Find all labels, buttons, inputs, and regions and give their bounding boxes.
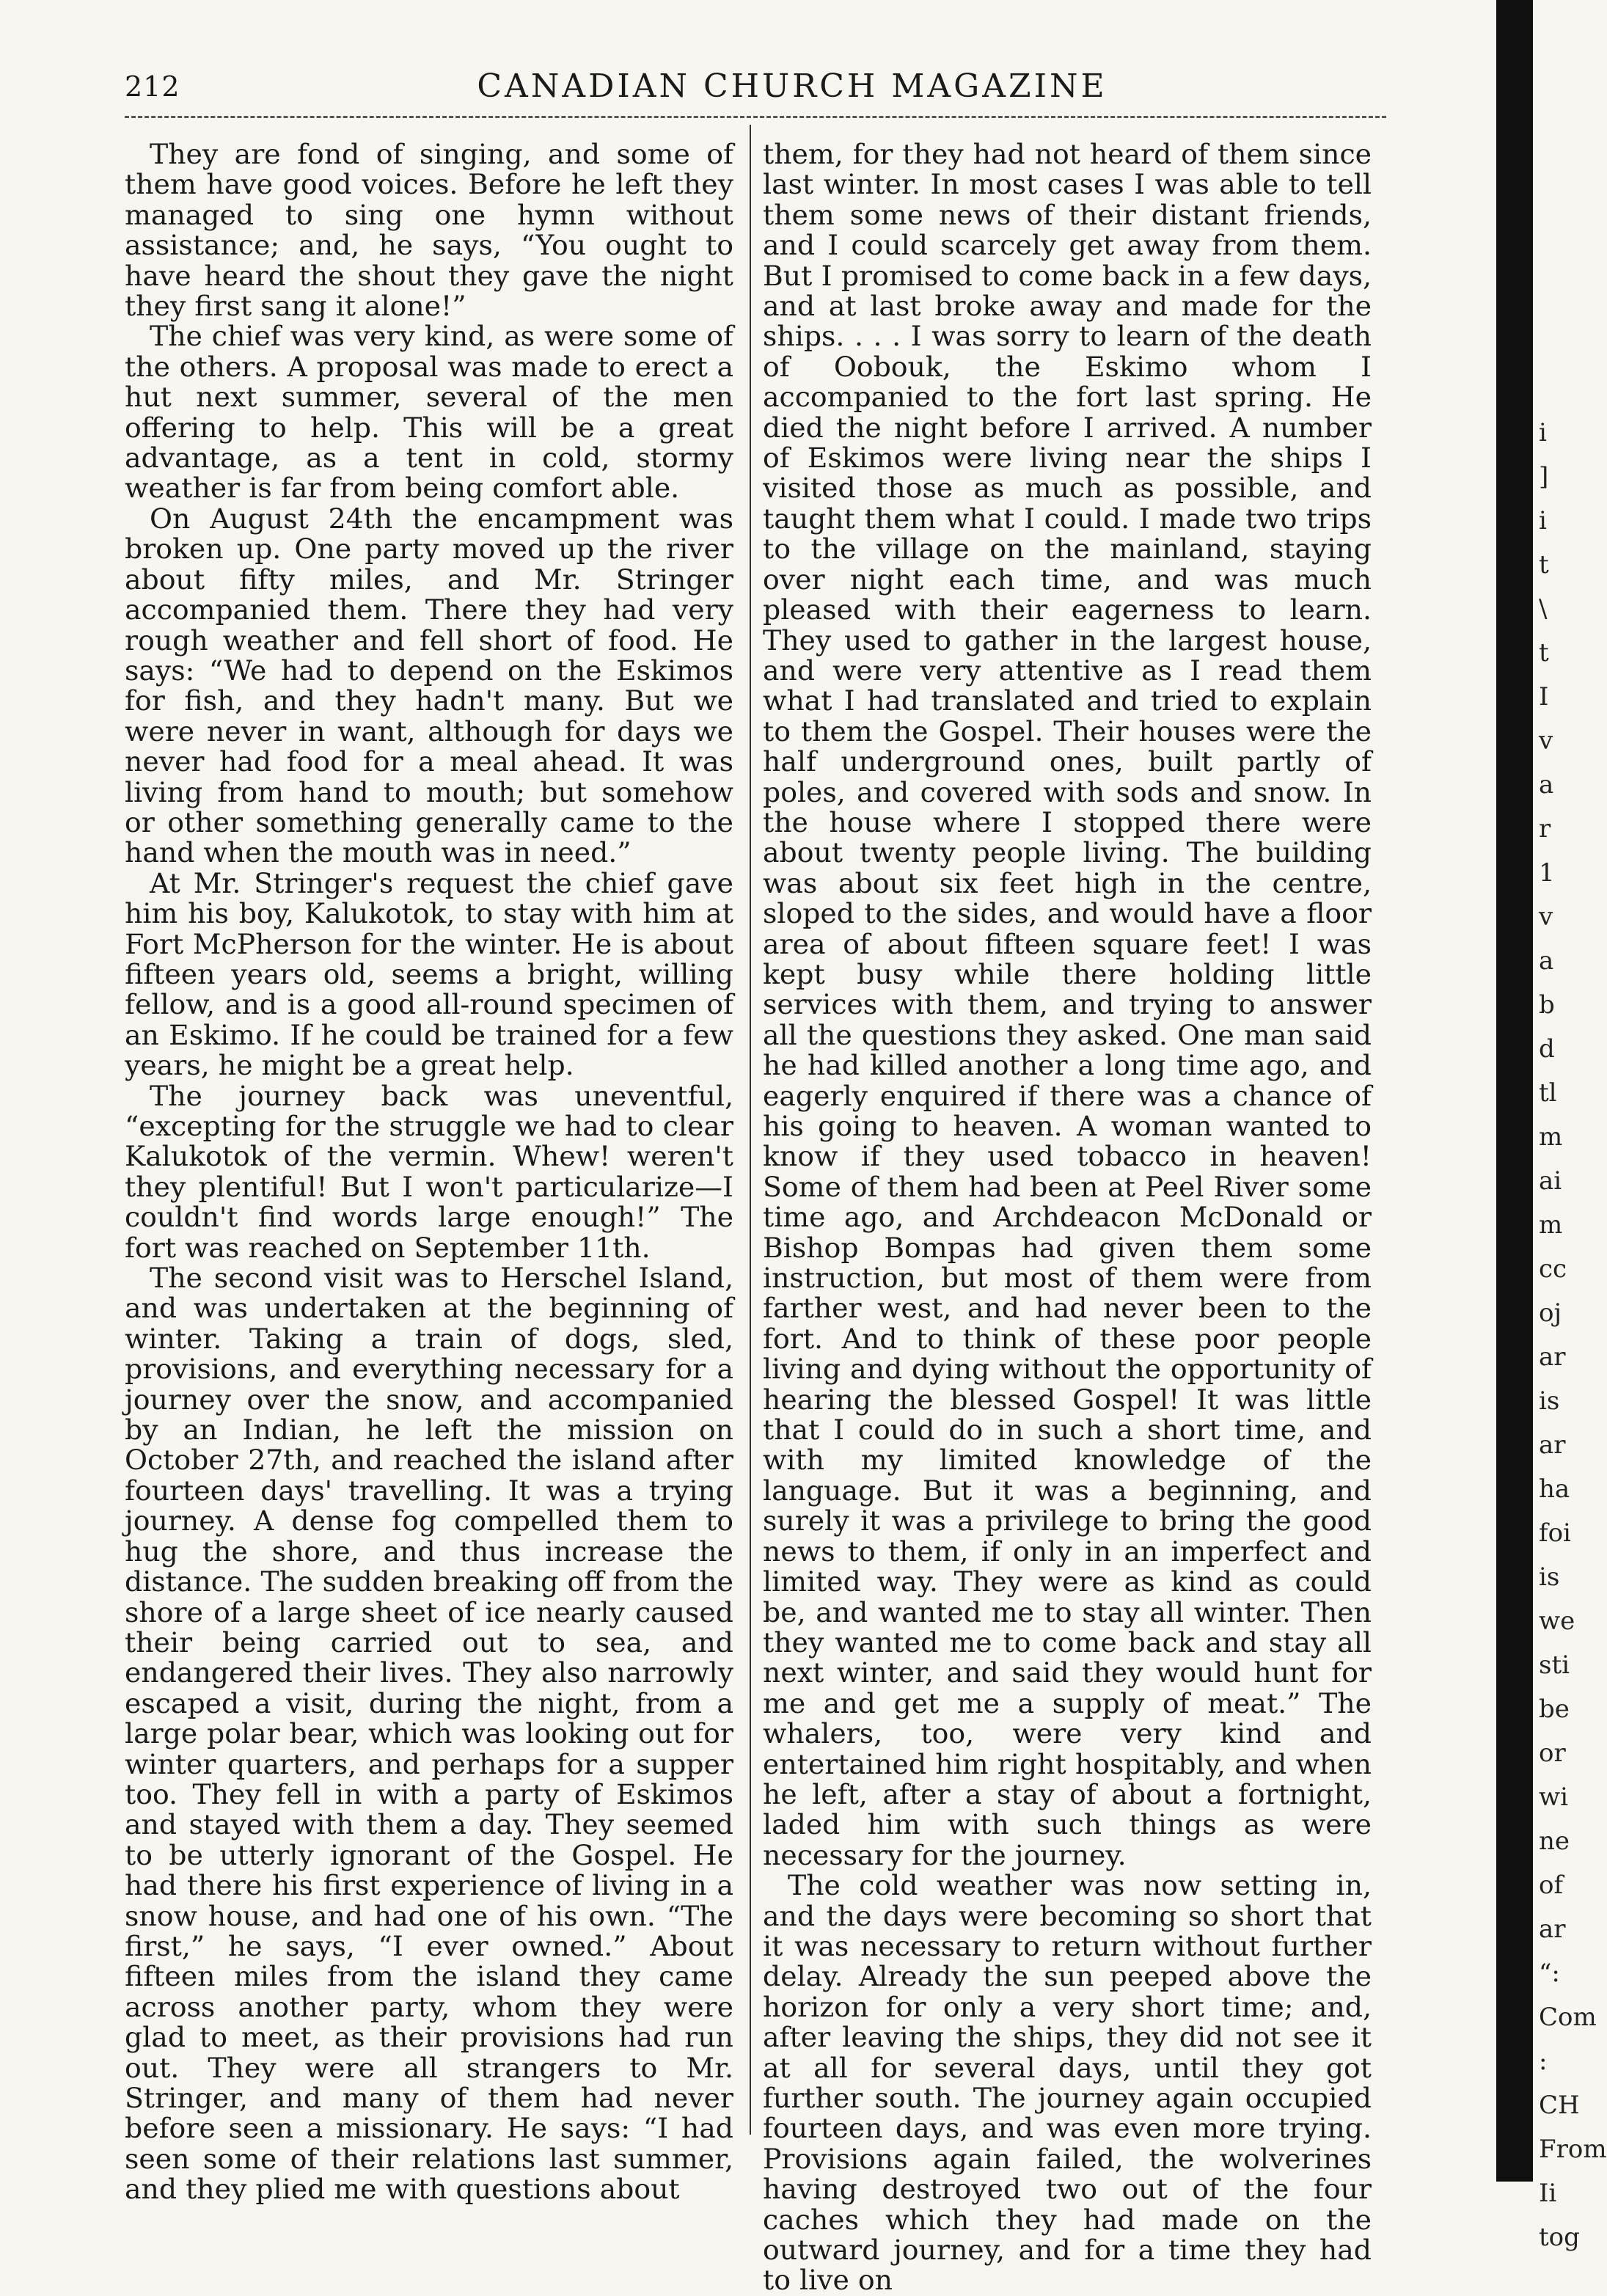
facing-page-margin bbox=[1539, 411, 1607, 2259]
margin-fragment: ] bbox=[1539, 462, 1549, 491]
margin-fragment: ai bbox=[1539, 1166, 1562, 1196]
margin-fragment: d bbox=[1539, 1034, 1555, 1064]
margin-fragment: Com bbox=[1539, 2003, 1597, 2032]
margin-fragment: b bbox=[1539, 990, 1555, 1020]
margin-fragment: v bbox=[1539, 902, 1553, 932]
margin-fragment: a bbox=[1539, 946, 1554, 976]
margin-fragment: v bbox=[1539, 726, 1553, 756]
margin-fragment: ar bbox=[1539, 1342, 1566, 1372]
running-head: CANADIAN CHURCH MAGAZINE bbox=[477, 67, 1108, 105]
margin-fragment: cc bbox=[1539, 1254, 1567, 1284]
margin-fragment: Ii bbox=[1539, 2179, 1557, 2208]
margin-fragment: oj bbox=[1539, 1298, 1562, 1328]
paragraph: them, for they had not heard of them since last winter. In most cases I was able to tell them some news of their distant friends, and I could scarcely get away from them. But I promised to come back in a few days, and at last broke away and made for the ships. . . . I was sorry to learn of the death of Oobouk, the Eskimo whom I accompanied to the fort last spring. He died the night before I arrived. A number of Eskimos were living near the ships I visited those as much as possible, and taught them what I could. I made two trips to the village on the mainland, staying over night each time, and was much pleased with their eagerness to learn. They used to gather in the largest house, and were very attentive as I read them what I had translated and tried to explain to them the Gospel. Their houses were the half underground ones, built partly of poles, and covered with sods and snow. In the house where I stopped there were about twenty people living. The building was about six feet high in the centre, sloped to the sides, and would have a floor area of about fifteen square feet! I was kept busy while there holding little services with them, and trying to answer all the questions they asked. One man said he had killed another a long time ago, and eagerly enquired if there was a chance of his going to heaven. A woman wanted to know if they used tobacco in heaven! Some of them had been at Peel River some time ago, and Archdeacon McDonald or Bishop Bompas had given them some instruction, but most of them were from farther west, and had never been to the fort. And to think of these poor people living and dying without the opportunity of hearing the blessed Gospel! It was little that I could do in such a short time, and with my limited knowledge of the language. But it was a beginning, and surely it was a privilege to bring the good news to them, if only in an imperfect and limited way. They were as kind as could be, and wanted me to stay all winter. Then they wanted me to come back and stay all next winter, and said they would hunt for me and get me a supply of meat.” The whalers, too, were very kind and entertained him right hospitably, and when he left, after a stay of about a fortnight, laded him with such things as were necessary for the journey. bbox=[763, 138, 1372, 1871]
margin-fragment: ne bbox=[1539, 1827, 1570, 1856]
column-divider bbox=[750, 125, 751, 2135]
margin-fragment: ar bbox=[1539, 1915, 1566, 1944]
margin-fragment: m bbox=[1539, 1122, 1563, 1152]
margin-fragment: tog bbox=[1539, 2223, 1580, 2252]
margin-fragment: is bbox=[1539, 1386, 1560, 1416]
margin-fragment: be bbox=[1539, 1694, 1570, 1724]
margin-fragment: r bbox=[1539, 814, 1551, 844]
margin-fragment: m bbox=[1539, 1210, 1563, 1240]
paragraph: The chief was very kind, as were some of the others. A proposal was made to erect a hut next summer, several of the men offering to help. This will be a great advantage, as a tent in cold, stormy weather is far from being comfort able. bbox=[125, 320, 733, 505]
margin-fragment: is bbox=[1539, 1562, 1560, 1592]
paragraph: On August 24th the encampment was broken up. One party moved up the river about fifty miles, and Mr. Stringer accompanied them. There they had very rough weather and fell short of food. He says: “We had to depend on the Eskimos for fish, and they hadn't many. But we were never in want, although for days we never had food for a meal ahead. It was living from hand to mouth; but somehow or other something generally came to the hand when the mouth was in need.” bbox=[125, 502, 733, 869]
margin-fragment: of bbox=[1539, 1871, 1564, 1900]
margin-fragment: 1 bbox=[1539, 858, 1555, 888]
binding-shadow bbox=[1496, 0, 1533, 2182]
paragraph: At Mr. Stringer's request the chief gave him his boy, Kalukotok, to stay with him at Fort McPherson for the winter. He is about fifteen years old, seems a bright, willing fellow, and is a good all-round specimen of an Eskimo. If he could be trained for a few years, he might be a great help. bbox=[125, 866, 733, 1082]
margin-fragment: i bbox=[1539, 506, 1547, 535]
margin-fragment: sti bbox=[1539, 1650, 1570, 1680]
margin-fragment: From bbox=[1539, 2135, 1607, 2164]
margin-fragment: CH bbox=[1539, 2091, 1580, 2120]
margin-fragment: i bbox=[1539, 418, 1547, 447]
margin-fragment: t bbox=[1539, 638, 1549, 668]
margin-fragment: \ bbox=[1539, 594, 1548, 624]
margin-fragment: tl bbox=[1539, 1078, 1557, 1108]
page-number: 212 bbox=[125, 70, 180, 103]
margin-fragment: we bbox=[1539, 1606, 1575, 1636]
paragraph: The second visit was to Herschel Island, and was undertaken at the beginning of winter. Taking a train of dogs, sled, provisions, and everything necessary for a journey over the snow, and accompanied by an Indian, he left the mission on October 27th, and reached the island after fourteen days' travelling. It was a trying journey. A dense fog compelled them to hug the shore, and thus increase the distance. The sudden breaking off from the shore of a large sheet of ice nearly caused their being carried out to sea, and endangered their lives. They also narrowly escaped a visit, during the night, from a large polar bear, which was looking out for winter quarters, and perhaps for a supper too. They fell in with a party of Eskimos and stayed with them a day. They seemed to be utterly ignorant of the Gospel. He had there his first experience of living in a snow house, and had one of his own. “The first,” he says, “I ever owned.” About fifteen miles from the island they came across another party, whom they were glad to meet, as their provisions had run out. They were all strangers to Mr. Stringer, and many of them had never before seen a missionary. He says: “I had seen some of their relations last summer, and they plied me with questions about bbox=[125, 1262, 733, 2206]
margin-fragment: t bbox=[1539, 550, 1549, 580]
left-column bbox=[125, 139, 733, 2205]
margin-fragment: ha bbox=[1539, 1474, 1570, 1504]
paragraph: The journey back was uneventful, “excepting for the struggle we had to clear Kalukotok of the vermin. Whew! weren't they plentiful! But I won't particularize—I couldn't find words large enough!” The fort was reached on September 11th. bbox=[125, 1079, 733, 1264]
margin-fragment: wi bbox=[1539, 1783, 1568, 1812]
margin-fragment: “: bbox=[1539, 1959, 1560, 1988]
margin-fragment: a bbox=[1539, 770, 1554, 800]
margin-fragment: ar bbox=[1539, 1430, 1566, 1460]
paragraph: They are fond of singing, and some of them have good voices. Before he left they managed to sing one hymn without assistance; and, he says, “You ought to have heard the shout they gave the night they first sang it alone!” bbox=[125, 138, 733, 323]
margin-fragment: : bbox=[1539, 2047, 1548, 2076]
margin-fragment: foi bbox=[1539, 1518, 1571, 1548]
paragraph: The cold weather was now setting in, and the days were becoming so short that it was necessary to return without further delay. Already the sun peeped above the horizon for only a very short time; and, after leaving the ships, they did not see it at all for several days, until they got further south. The journey again occupied fourteen days, and was even more trying. Provisions again failed, the wolverines having destroyed two out of the four caches which they had made on the outward journey, and for a time they had to live on bbox=[763, 1869, 1372, 2296]
header-rule bbox=[125, 116, 1386, 118]
margin-fragment: I bbox=[1539, 682, 1549, 712]
margin-fragment: or bbox=[1539, 1739, 1566, 1768]
right-column bbox=[763, 139, 1372, 2296]
